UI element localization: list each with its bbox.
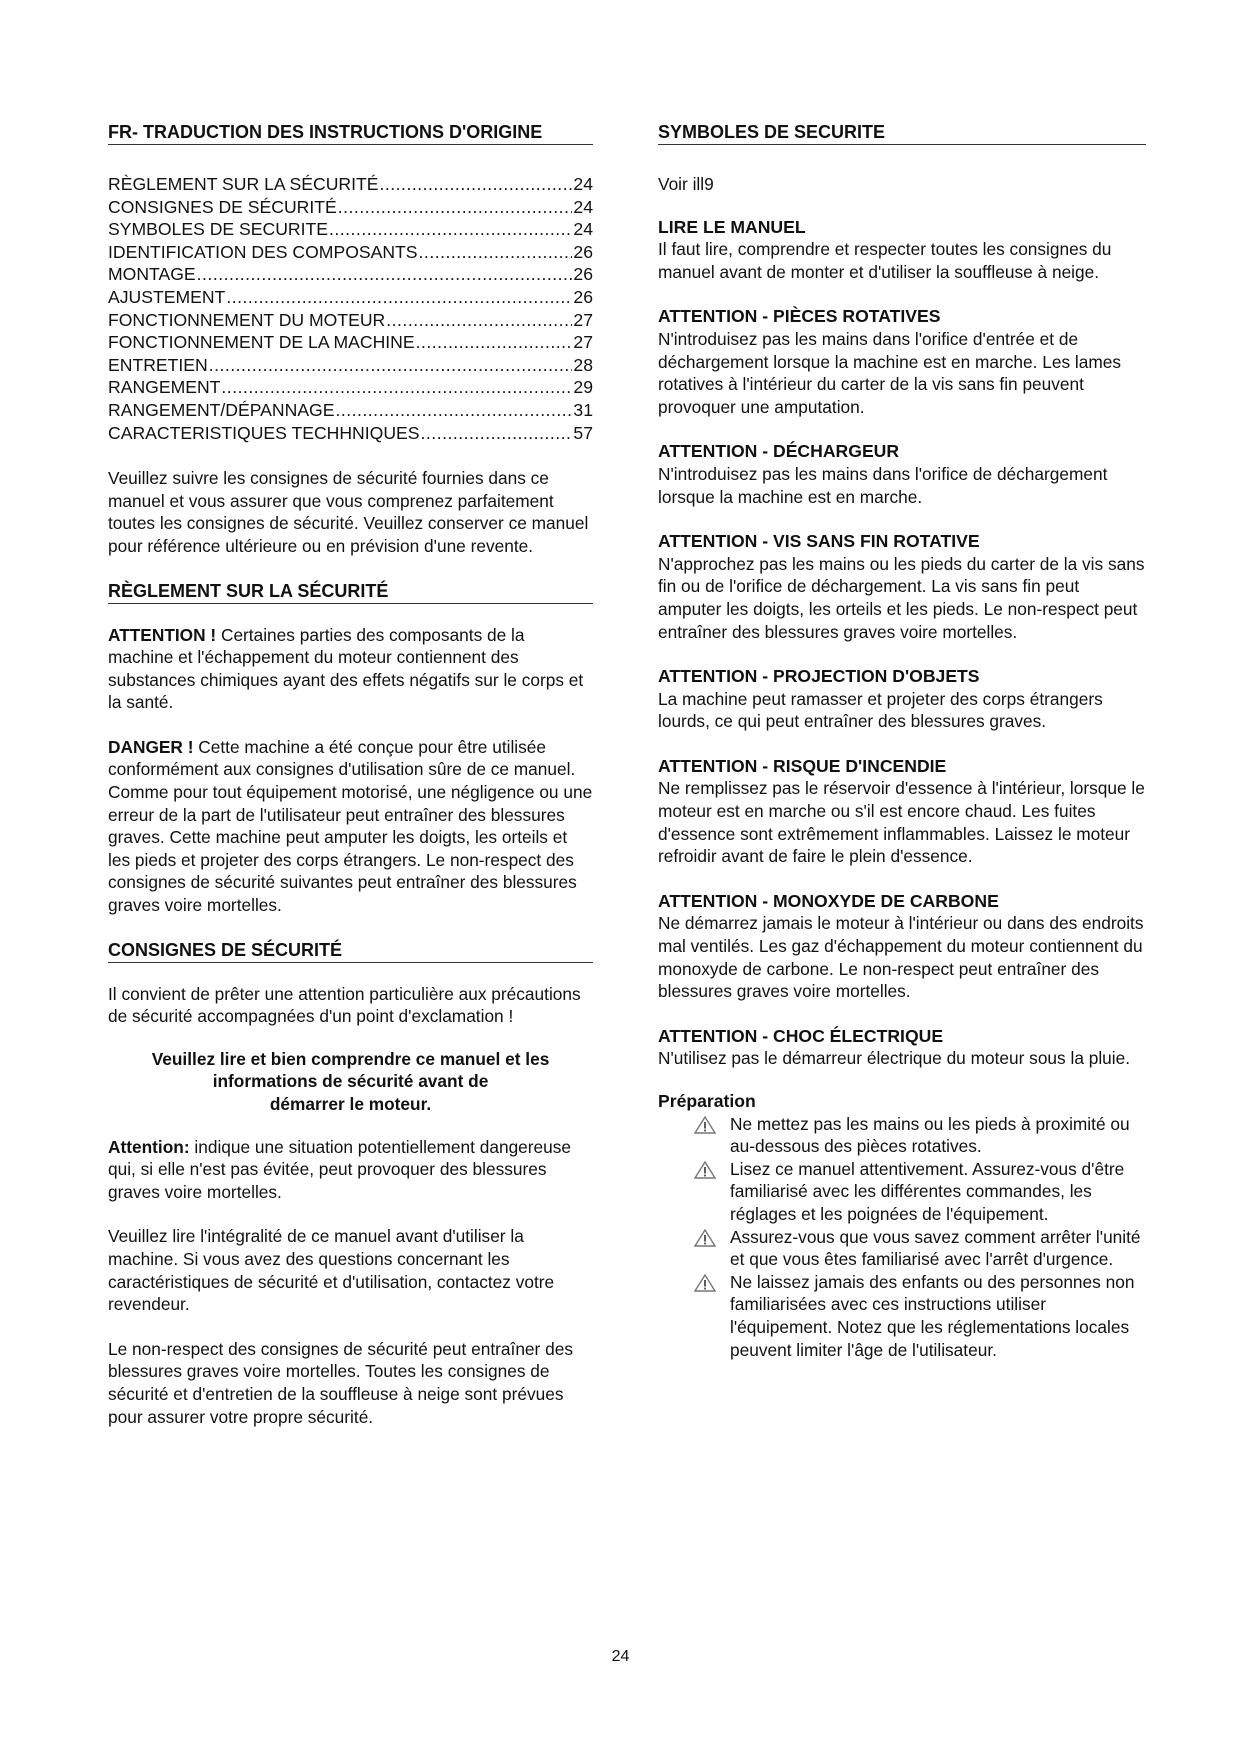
list-item bbox=[658, 1158, 1146, 1226]
toc-entry-page: 24 bbox=[573, 196, 593, 217]
symbol-section bbox=[658, 665, 1146, 733]
toc-entry-page: 28 bbox=[573, 354, 593, 375]
toc-entry-page: 26 bbox=[573, 241, 593, 262]
table-of-contents bbox=[108, 173, 593, 444]
symbol-section bbox=[658, 755, 1146, 868]
toc-entry-page: 24 bbox=[573, 219, 593, 240]
consignes-intro: Il convient de prêter une attention particulière aux précautions de sécurité accompagnées d'un point d'exclamation ! bbox=[108, 983, 581, 1027]
list-item bbox=[658, 1226, 1146, 1271]
toc-entry-title: FONCTIONNEMENT DU MOTEUR bbox=[108, 309, 386, 330]
toc-entry-title: MONTAGE bbox=[108, 264, 196, 285]
symbol-section-title: ATTENTION - DÉCHARGEUR bbox=[658, 441, 900, 462]
toc-entry-page: 27 bbox=[573, 309, 593, 330]
toc-entry-page: 26 bbox=[573, 286, 593, 307]
symbol-section-text: N'utilisez pas le démarreur électrique du moteur sous la pluie. bbox=[658, 1048, 1131, 1069]
consignes-heading: CONSIGNES DE SÉCURITÉ bbox=[108, 939, 593, 963]
symbol-section-title: LIRE LE MANUEL bbox=[658, 216, 806, 237]
read-manual-line-1: Veuillez lire et bien comprendre ce manuel et les bbox=[151, 1048, 550, 1069]
toc-leader bbox=[338, 196, 573, 219]
toc-entry-title: RANGEMENT bbox=[108, 377, 221, 398]
attention-text: Certaines parties des composants de la machine et l'échappement du moteur contiennent des substances chimiques ayant des effets négatifs sur le corps et la santé. bbox=[108, 624, 584, 713]
symbols-heading: SYMBOLES DE SECURITE bbox=[658, 121, 1146, 145]
toc-entry-title: RÈGLEMENT SUR LA SÉCURITÉ bbox=[108, 174, 379, 194]
list-item bbox=[658, 1113, 1146, 1158]
symbol-section-title: ATTENTION - CHOC ÉLECTRIQUE bbox=[658, 1025, 944, 1046]
toc-entry[interactable] bbox=[108, 196, 593, 219]
toc-entry[interactable] bbox=[108, 286, 593, 309]
toc-entry-title: SYMBOLES DE SECURITE bbox=[108, 219, 328, 240]
attention-paragraph bbox=[108, 624, 593, 714]
toc-entry-page: 24 bbox=[573, 174, 593, 194]
intro-paragraph: Veuillez suivre les consignes de sécurité fournies dans ce manuel et vous assurer que vous comprenez parfaitement toutes les consignes de sécurité. Veuillez conserver ce manuel pour référence ultérieure ou en prévision d'une revente. bbox=[108, 468, 589, 556]
toc-leader bbox=[221, 376, 572, 399]
symbol-section bbox=[658, 440, 1146, 508]
preparation-item-text: Ne laissez jamais des enfants ou des personnes non familiarisées avec ces instructions utiliser l'équipement. Notez que les réglementations locales peuvent limiter l'âge de l'utilisateur. bbox=[730, 1271, 1135, 1360]
symbol-section-title: ATTENTION - RISQUE D'INCENDIE bbox=[658, 755, 947, 776]
symbol-section bbox=[658, 216, 1146, 284]
read-manual-line-2: informations de sécurité avant de bbox=[212, 1071, 489, 1092]
toc-leader bbox=[419, 241, 573, 264]
symbol-section-text: N'introduisez pas les mains dans l'orifice de déchargement lorsque la machine est en marche. bbox=[658, 463, 1108, 507]
list-item bbox=[658, 1271, 1146, 1361]
attention-definition bbox=[108, 1136, 593, 1204]
toc-leader bbox=[329, 218, 572, 241]
symbol-section bbox=[658, 890, 1146, 1003]
toc-entry[interactable] bbox=[108, 422, 593, 445]
toc-leader bbox=[421, 422, 573, 445]
symbol-section-title: ATTENTION - VIS SANS FIN ROTATIVE bbox=[658, 531, 980, 552]
toc-entry[interactable] bbox=[108, 173, 593, 196]
symbol-section-text: Ne démarrez jamais le moteur à l'intérieur ou dans des endroits mal ventilés. Les gaz d'échappement du moteur contiennent du monoxyde de carbone. Le non-respect peut entraîner des blessures graves voire mortelles. bbox=[658, 913, 1144, 1002]
toc-leader bbox=[380, 173, 573, 196]
attention-label: ATTENTION ! bbox=[108, 624, 217, 645]
symbol-section-text: La machine peut ramasser et projeter des corps étrangers lourds, ce qui peut entraîner des blessures graves. bbox=[658, 688, 1103, 732]
toc-entry-title: ENTRETIEN bbox=[108, 354, 208, 375]
toc-leader bbox=[386, 309, 572, 332]
toc-entry-title: RANGEMENT/DÉPANNAGE bbox=[108, 399, 335, 420]
page-number: 24 bbox=[611, 1648, 630, 1665]
toc-entry-page: 31 bbox=[573, 399, 593, 420]
see-illustration: Voir ill9 bbox=[658, 174, 714, 194]
read-entire-manual-paragraph: Veuillez lire l'intégralité de ce manuel avant d'utiliser la machine. Si vous avez des questions concernant les caractéristiques de sécurité et d'utilisation, contactez votre revendeur. bbox=[108, 1226, 555, 1315]
symbol-section bbox=[658, 530, 1146, 643]
read-manual-line-3: démarrer le moteur. bbox=[269, 1094, 432, 1114]
toc-entry-page: 29 bbox=[573, 377, 593, 398]
symbol-section-title: ATTENTION - PIÈCES ROTATIVES bbox=[658, 306, 941, 327]
toc-entry[interactable] bbox=[108, 354, 593, 377]
toc-leader bbox=[226, 286, 572, 309]
toc-entry-title: AJUSTEMENT bbox=[108, 286, 226, 307]
toc-leader bbox=[209, 354, 573, 377]
danger-text: Cette machine a été conçue pour être utilisée conformément aux consignes d'utilisation sûre de ce manuel. Comme pour tout équipement motorisé, une négligence ou une erreur de la part de l'utilisateur peut entraîner des blessures graves. Cette machine peut amputer les doigts, les orteils et les pieds et projeter des corps étrangers. Le non-respect des consignes de sécurité suivantes peut entraîner des blessures graves voire mortelles. bbox=[108, 736, 593, 916]
right-column bbox=[658, 121, 1146, 1361]
symbol-section-title: ATTENTION - MONOXYDE DE CARBONE bbox=[658, 890, 999, 911]
toc-entry-title: IDENTIFICATION DES COMPOSANTS bbox=[108, 241, 418, 262]
non-respect-paragraph: Le non-respect des consignes de sécurité peut entraîner des blessures graves voire mortelles. Toutes les consignes de sécurité et d'entretien de la souffleuse à neige sont prévues pour assurer votre propre sécurité. bbox=[108, 1338, 573, 1427]
left-column bbox=[108, 121, 593, 1428]
symbol-section-text: N'introduisez pas les mains dans l'orifice d'entrée et de déchargement lorsque la machine est en marche. Les lames rotatives à l'intérieur du carter de la vis sans fin peuvent provoquer une amputation. bbox=[658, 328, 1121, 417]
warning-triangle-icon bbox=[694, 1274, 716, 1292]
symbol-section-title: ATTENTION - PROJECTION D'OBJETS bbox=[658, 666, 980, 687]
danger-paragraph bbox=[108, 736, 593, 917]
reglement-heading: RÈGLEMENT SUR LA SÉCURITÉ bbox=[108, 580, 593, 604]
danger-label: DANGER ! bbox=[108, 736, 194, 757]
preparation-item-text: Assurez-vous que vous savez comment arrêter l'unité et que vous êtes familiarisé avec l'arrêt d'urgence. bbox=[730, 1226, 1141, 1270]
toc-entry-title: CARACTERISTIQUES TECHHNIQUES bbox=[108, 422, 420, 443]
document-title: FR- TRADUCTION DES INSTRUCTIONS D'ORIGINE bbox=[108, 121, 593, 145]
symbol-section bbox=[658, 305, 1146, 418]
toc-entry-title: FONCTIONNEMENT DE LA MACHINE bbox=[108, 332, 415, 353]
preparation-item-text: Lisez ce manuel attentivement. Assurez-vous d'être familiarisé avec les différentes commandes, les réglages et les poignées de l'équipement. bbox=[730, 1158, 1125, 1224]
toc-entry-page: 57 bbox=[573, 422, 593, 443]
symbol-section bbox=[658, 1025, 1146, 1070]
attention-definition-label: Attention: bbox=[108, 1136, 190, 1157]
toc-entry-title: CONSIGNES DE SÉCURITÉ bbox=[108, 196, 337, 217]
toc-leader bbox=[416, 331, 573, 354]
symbol-section-text: Il faut lire, comprendre et respecter toutes les consignes du manuel avant de monter et d'utiliser la souffleuse à neige. bbox=[658, 239, 1112, 282]
symbol-section-text: N'approchez pas les mains ou les pieds du carter de la vis sans fin ou de l'orifice de déchargement. La vis sans fin peut amputer les doigts, les orteils et les pieds. Le non-respect peut entraîner des blessures graves voire mortelles. bbox=[658, 553, 1145, 642]
toc-entry[interactable] bbox=[108, 241, 593, 264]
toc-entry-page: 26 bbox=[573, 264, 593, 285]
toc-entry[interactable] bbox=[108, 331, 593, 354]
warning-triangle-icon bbox=[694, 1116, 716, 1134]
toc-entry[interactable] bbox=[108, 218, 593, 241]
warning-triangle-icon bbox=[694, 1161, 716, 1179]
toc-entry[interactable] bbox=[108, 263, 593, 286]
symbol-section-text: Ne remplissez pas le réservoir d'essence à l'intérieur, lorsque le moteur est en marche ou s'il est encore chaud. Les fuites d'essence sont extrêmement inflammables. Laissez le moteur refroidir avant de faire le plein d'essence. bbox=[658, 778, 1145, 867]
toc-leader bbox=[335, 399, 572, 422]
attention-definition-text: indique une situation potentiellement dangereuse qui, si elle n'est pas évitée, peut provoquer des blessures graves voire mortelles. bbox=[108, 1136, 572, 1202]
preparation-heading: Préparation bbox=[658, 1091, 756, 1111]
read-manual-notice bbox=[108, 1048, 593, 1116]
toc-entry[interactable] bbox=[108, 309, 593, 332]
preparation-item-text: Ne mettez pas les mains ou les pieds à proximité ou au-dessous des pièces rotatives. bbox=[730, 1113, 1130, 1157]
preparation-list bbox=[658, 1113, 1146, 1362]
toc-entry-page: 27 bbox=[573, 332, 593, 353]
toc-entry[interactable] bbox=[108, 376, 593, 399]
warning-triangle-icon bbox=[694, 1229, 716, 1247]
toc-leader bbox=[197, 263, 573, 286]
toc-entry[interactable] bbox=[108, 399, 593, 422]
